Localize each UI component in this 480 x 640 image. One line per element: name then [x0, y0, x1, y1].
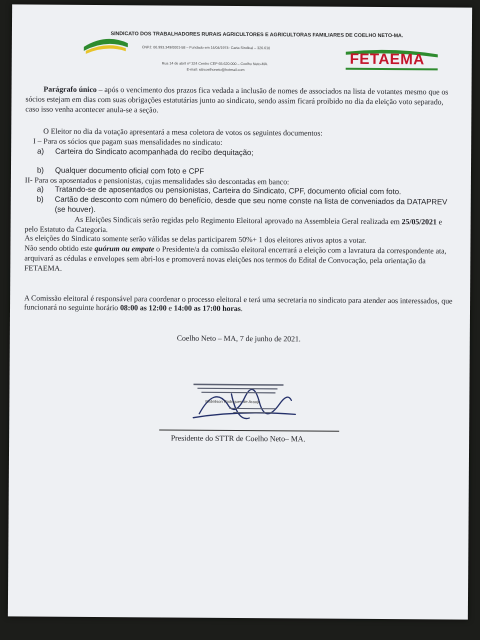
paragrafo-unico — [25, 84, 455, 116]
quorum: Não sendo obtido este quórum ou empate o Presidente/a da comissão eleitoral encerrará a eleição com a lavratura da correspondente ata, arquivará as cédulas e envelopes sem abri-los e promoverá novas eleições nos termos do Edital de Convocação, pela orientação da FETAEMA. — [24, 243, 447, 273]
document-page — [8, 4, 472, 619]
item-I-b: b) Qualquer documento oficial com foto e CPF — [36, 165, 205, 176]
item-II-a: a) Tratando-se de aposentados ou pensionistas, Carteira do Sindicato, CPF, documento oficial com foto. — [36, 184, 402, 197]
comissao: A Comissão eleitoral é responsável para coordenar o processo eleitoral e terá uma secretaria no sindicato para atender aos interessados, que funcionará no seguinte horário 08:00 as 12:00 e 14:00 as 17:00 horas. — [23, 293, 453, 314]
address-line: Rua 14 de abril nº 324 Centro CEP 65.620.000 – Coelho Neto-MA. — [161, 61, 269, 67]
fetaema-logo-text: FETAEMA — [349, 50, 425, 69]
paragrafo-unico-text: – após o vencimento dos prazos fica vedada a inclusão de nomes de associados na lista de votantes mesmo que os sócios estejam em dias com suas obrigações estatutárias junto ao sindicato, sendo assim ficará proibido no dia da eleição voto separado, caso isso venha acontecer anula-se a seção. — [25, 84, 449, 115]
validas: As eleições do Sindicato somente serão válidas se delas participarem 50%+ 1 dos eleitores ativos aptos a votar. — [24, 233, 367, 246]
document-body — [24, 84, 456, 345]
item-I: I – Para os sócios que pagam suas mensalidades no sindicato: — [33, 136, 223, 148]
date-line: Coelho Neto – MA, 7 de junho de 2021. — [176, 333, 301, 344]
paragrafo-unico-label: Parágrafo único — [43, 84, 97, 94]
union-name: SINDICATO DOS TRABALHADORES RURAIS AGRICULTORES E AGRICULTORAS FAMILIARES DE COELHO NETO-MA. — [110, 31, 404, 40]
item-II: II- Para os aposentados e pensionistas, cujas mensalidades são descontadas em banco: — [24, 175, 290, 186]
eleitor-intro: O Eleitor no dia da votação apresentará a mesa coletora de votos os seguintes documentos: — [43, 127, 323, 138]
signature-stamp-name: Nildeilson Rodrigues de Araujo — [205, 398, 261, 405]
president-title: Presidente do STTR de Coelho Neto– MA. — [170, 433, 306, 444]
item-I-a: a) Carteira do Sindicato acompanhada do recibo dequitação; — [37, 146, 254, 158]
letterhead — [12, 4, 472, 79]
item-II-b: b) Cartão de desconto com número do benefício, desde que seu nome conste na lista de conveniados da DATAPREV (se houver). — [36, 194, 448, 214]
cnpj-line: CNPJ: 06.993.349/0001-58 – Fundado em 14/04/1974- Carta Sindical – 326.610 — [141, 45, 271, 51]
email-line: E-mail: sttrcoelhoneto@hotmail.com — [186, 67, 245, 73]
regimento: As Eleições Sindicais serão regidas pelo Regimento Eleitoral aprovado na Assembleia Geral realizada em 25/05/2021 e pelo Estatuto da Categoria. — [24, 214, 443, 234]
